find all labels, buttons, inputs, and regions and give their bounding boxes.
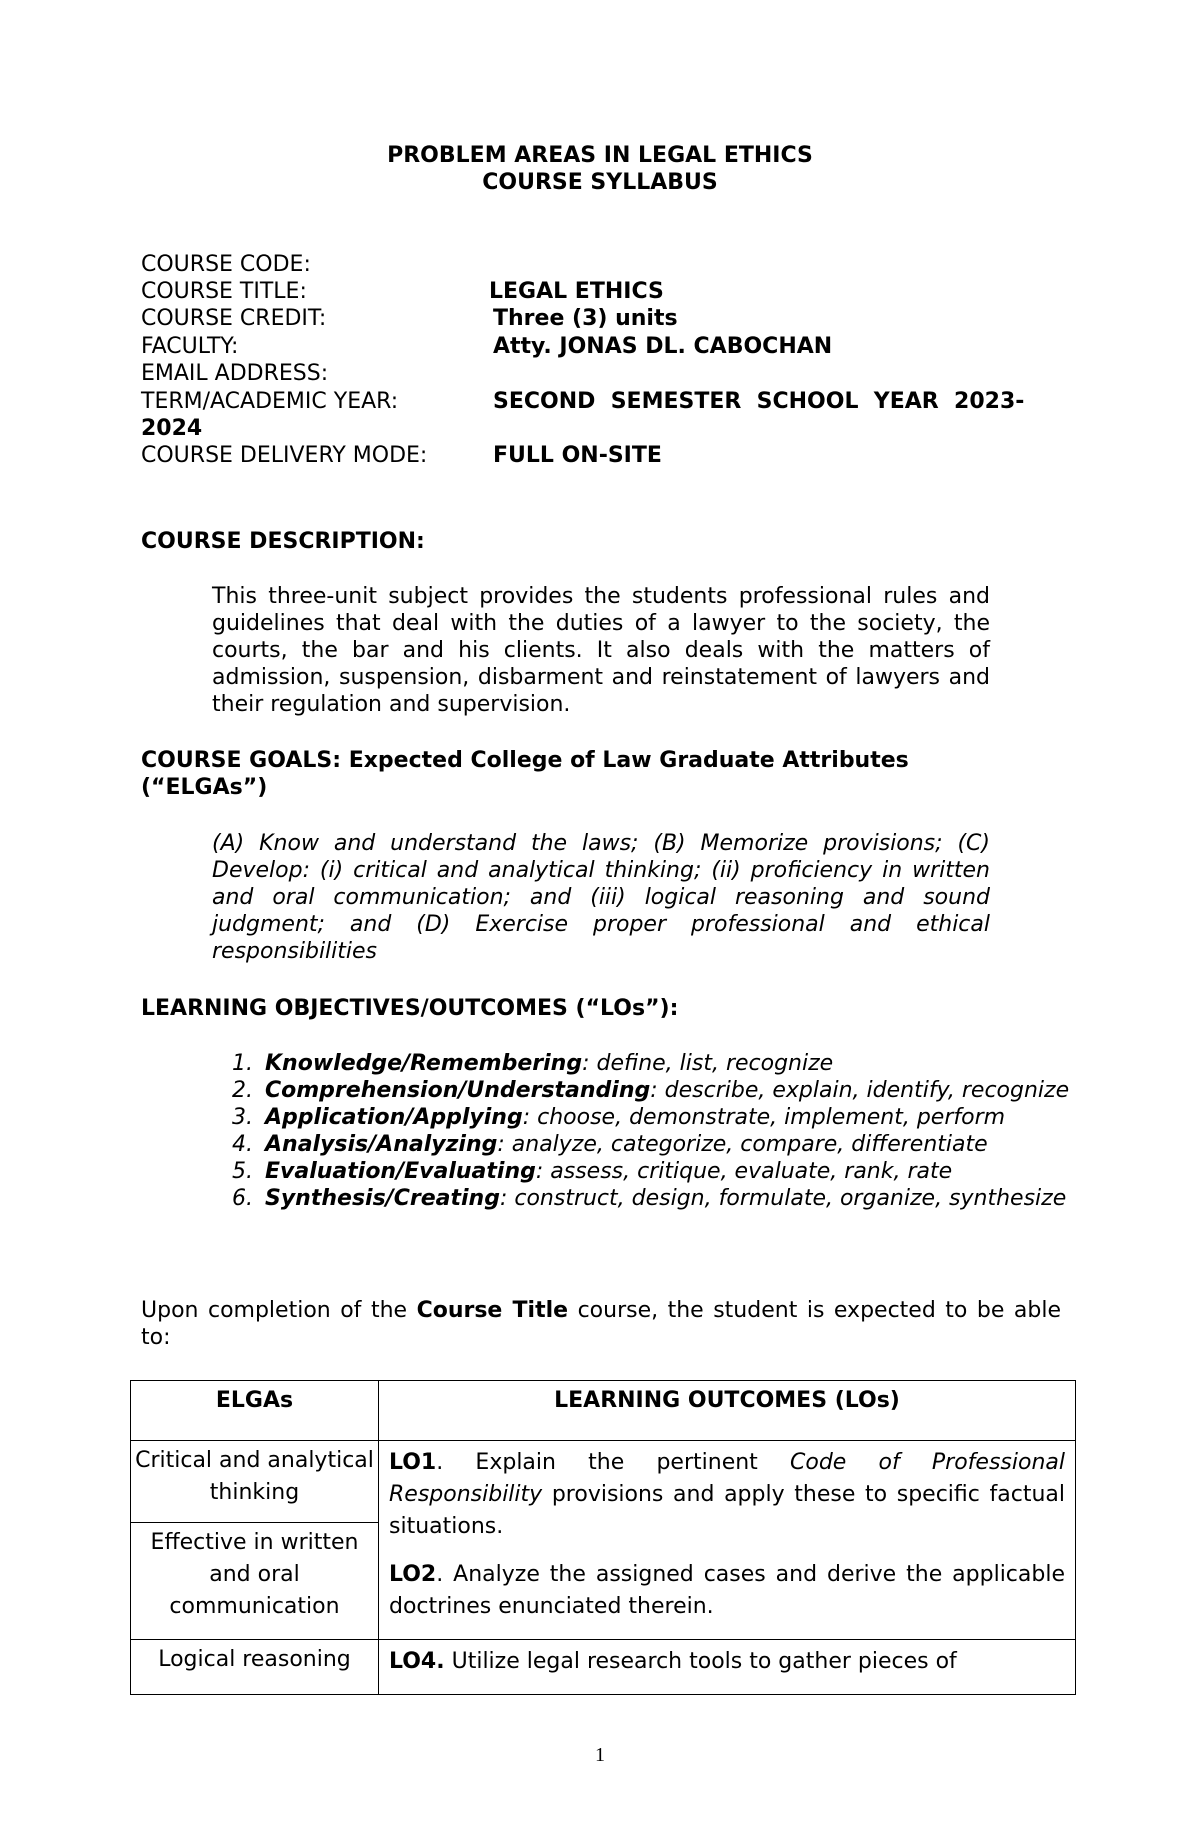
course-code-label: COURSE CODE: (141, 252, 311, 277)
course-credit-label: COURSE CREDIT: (141, 306, 327, 331)
course-credit-value: Three (3) units (493, 306, 678, 331)
course-title-value: LEGAL ETHICS (489, 279, 664, 304)
learning-objectives-heading: LEARNING OBJECTIVES/OUTCOMES (“LOs”): (141, 996, 679, 1021)
elga-critical-thinking: Critical and analytical thinking (131, 1441, 379, 1523)
table-header-los: LEARNING OUTCOMES (LOs) (379, 1381, 1076, 1441)
elga-lo-table (130, 1380, 1076, 1695)
elga-communication: Effective in written and oral communication (131, 1523, 379, 1640)
list-item: 6. Synthesis/Creating: construct, design, formulate, organize, synthesize (232, 1186, 1067, 1211)
lo2-text: LO2. Analyze the assigned cases and derive the applicable doctrines enunciated therein. (389, 1562, 1065, 1619)
list-item: 3. Application/Applying: choose, demonstrate, implement, perform (232, 1105, 1006, 1130)
course-goals-heading: COURSE GOALS: Expected College of Law Graduate Attributes (“ELGAs”) (141, 748, 909, 800)
lo-cell-1-2 (379, 1441, 1076, 1640)
course-title-placeholder: Course Title (416, 1298, 569, 1323)
course-title-label: COURSE TITLE: (141, 279, 307, 304)
list-item: 4. Analysis/Analyzing: analyze, categorize, compare, differentiate (232, 1132, 988, 1157)
course-description-heading: COURSE DESCRIPTION: (141, 529, 425, 554)
list-item: 2. Comprehension/Understanding: describe, explain, identify, recognize (232, 1078, 1070, 1103)
lo4-text: LO4. Utilize legal research tools to gather pieces of (389, 1649, 957, 1674)
elga-logical-reasoning: Logical reasoning (131, 1640, 379, 1695)
page-number: 1 (595, 1744, 605, 1766)
lo1-text: LO1. Explain the pertinent Code of Professional Responsibility provisions and apply these to specific factual situations. (389, 1450, 1065, 1539)
list-item: 1. Knowledge/Remembering: define, list, recognize (232, 1051, 834, 1076)
email-label: EMAIL ADDRESS: (141, 361, 329, 386)
course-description-text: This three-unit subject provides the students professional rules and guidelines that deal with the duties of a lawyer to the society, the courts, the bar and his clients. It also deals with the matters of admission, suspension, disbarment and reinstatement of lawyers and their regulation and supervision. (212, 584, 990, 717)
delivery-mode-label: COURSE DELIVERY MODE: (141, 443, 428, 468)
term-value: SECOND SEMESTER SCHOOL YEAR 2023- (493, 389, 1025, 414)
completion-intro: Upon completion of the Course Title course, the student is expected to be able to: (141, 1298, 1062, 1350)
lo4-cell (379, 1640, 1076, 1695)
document-title: PROBLEM AREAS IN LEGAL ETHICS (387, 143, 813, 168)
faculty-value: Atty. JONAS DL. CABOCHAN (493, 334, 833, 359)
learning-objectives-list (212, 1050, 1072, 1212)
table-header-elgas: ELGAs (131, 1381, 379, 1441)
faculty-label: FACULTY: (141, 334, 239, 359)
term-value-continuation: 2024 (141, 416, 203, 441)
delivery-mode-value: FULL ON-SITE (493, 443, 662, 468)
document-subtitle: COURSE SYLLABUS (482, 170, 718, 195)
course-goals-text: (A) Know and understand the laws; (B) Memorize provisions; (C) Develop: (i) critical and analytical thinking; (ii) proficiency in written and oral communication; and (iii) logical reasoning and sound judgment; and (D) Exercise proper professional and ethical responsibilities (212, 831, 990, 964)
list-item: 5. Evaluation/Evaluating: assess, critique, evaluate, rank, rate (232, 1159, 953, 1184)
term-label: TERM/ACADEMIC YEAR: (141, 389, 399, 414)
